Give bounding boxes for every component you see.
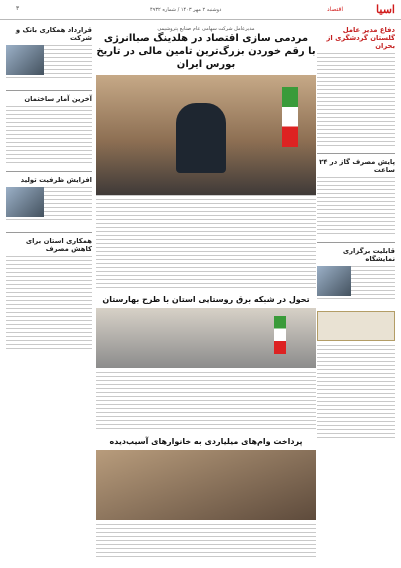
second-photo (96, 308, 316, 368)
masthead (0, 0, 401, 20)
left-headline-2: آخرین آمار ساختمان (24, 95, 92, 103)
column-divider (6, 90, 92, 91)
right-photo (317, 266, 351, 296)
right-headline-2: پایش مصرف گاز در ۲۴ ساعت (319, 158, 395, 174)
left-headline-4: همکاری استان برای کاهش مصرف (25, 237, 92, 253)
center-column (96, 26, 316, 565)
column-divider (317, 153, 395, 154)
lead-kicker: مدیرعامل شرکت سهامی عام صنایع پتروشیمی (157, 26, 255, 32)
right-article-body-4 (317, 345, 395, 440)
third-article-body (96, 524, 316, 560)
iran-flag-icon (274, 316, 286, 354)
newspaper-logo: اسیا (376, 3, 395, 16)
page-number: ۳ (16, 5, 20, 12)
speaker-figure (176, 103, 226, 173)
left-photo-2 (6, 187, 44, 217)
lead-article-body (96, 195, 316, 290)
third-headline: پرداخت وام‌های میلیاردی به خانوارهای آسیب‌دیده (109, 437, 303, 446)
lead-subheadline: با رقم خوردن بزرگ‌ترین تامین مالی در تاریخ بورس ایران (96, 46, 316, 70)
issue-line: دوشنبه ۲ مهر ۱۴۰۳ / شماره ۴۹۳۲ (150, 7, 222, 13)
column-divider (6, 171, 92, 172)
third-photo (96, 450, 316, 520)
column-divider (317, 242, 395, 243)
right-article-body-2 (317, 177, 395, 237)
column-divider (6, 232, 92, 233)
left-headline-1: قرارداد همکاری بانک و شرکت (15, 26, 92, 42)
right-headline-3: قابلیت برگزاری نمایشگاه (342, 247, 395, 263)
second-headline: تحول در شبکه برق روستایی استان با طرح بهارستان (102, 295, 310, 304)
left-photo-1 (6, 45, 44, 75)
section-label: اقتصاد (326, 6, 343, 13)
right-column (317, 26, 395, 445)
right-headline-1: دفاع مدیر عامل گلستان گردشگری از بحران (326, 26, 395, 50)
right-article-body-1 (317, 53, 395, 148)
lead-photo (96, 75, 316, 195)
lead-headline: مردمی سازی اقتصاد در هلدینگ صباانرژی (103, 33, 309, 44)
second-article-body (96, 372, 316, 432)
left-article-body-2 (6, 106, 92, 166)
left-column (6, 26, 92, 356)
left-headline-3: افزایش ظرفیت تولید (20, 176, 92, 184)
advertisement-box (317, 311, 395, 341)
left-article-body-4 (6, 256, 92, 351)
iran-flag-icon (282, 87, 298, 147)
